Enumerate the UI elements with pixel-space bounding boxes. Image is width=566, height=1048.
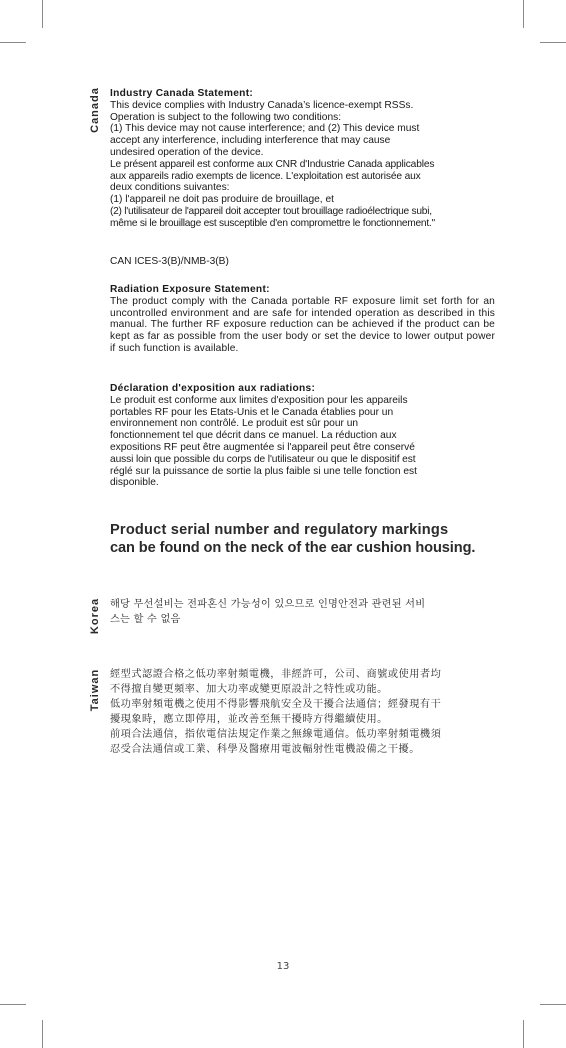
crop-mark-top-right-h bbox=[540, 42, 566, 43]
declaration-line: environnement non contrôlé. Le produit est sûr pour un bbox=[110, 418, 359, 430]
canada-line: Operation is subject to the following two conditions: bbox=[110, 111, 342, 123]
canada-line: (2) l'utilisateur de l'appareil doit accepter tout brouillage radioélectrique subi, bbox=[110, 205, 432, 217]
crop-mark-top-left-h bbox=[0, 42, 26, 43]
crop-mark-bottom-right-h bbox=[540, 1004, 566, 1005]
serial-notice-line: Product serial number and regulatory markings bbox=[110, 522, 449, 538]
declaration-line: fonctionnement tel que décrit dans ce manuel. La réduction aux bbox=[110, 430, 397, 442]
canada-label-text: Canada bbox=[89, 87, 101, 133]
radiation-section bbox=[110, 284, 495, 355]
taiwan-line: 忍受合法通信或工業、科學及醫療用電波輻射性電機設備之干擾。 bbox=[110, 744, 420, 755]
declaration-heading: Déclaration d'exposition aux radiations: bbox=[110, 383, 316, 394]
ices-statement bbox=[110, 256, 495, 268]
canada-line: deux conditions suivantes: bbox=[110, 182, 230, 194]
declaration-line: portables RF pour les Etats-Unis et le Canada établies pour un bbox=[110, 406, 394, 418]
radiation-text: The product comply with the Canada portable RF exposure limit set forth for an uncontrolled environment and are safe for intended operation as described in this manual. The further RF exposure reduction can be achieved if the product can be kept as far as possible from the user body or set the device to lower output power if such function is available. bbox=[110, 295, 495, 354]
canada-line: accept any interference, including interference that may cause bbox=[110, 135, 391, 147]
canada-line: Le présent appareil est conforme aux CNR d'Industrie Canada applicables bbox=[110, 158, 435, 170]
crop-mark-top-left bbox=[42, 0, 43, 28]
crop-mark-bottom-left bbox=[42, 1020, 43, 1048]
canada-side-label bbox=[82, 82, 108, 138]
taiwan-line: 低功率射頻電機之使用不得影響飛航安全及干擾合法通信；經發現有干 bbox=[110, 699, 442, 710]
taiwan-side-label bbox=[82, 665, 108, 715]
declaration-line: expositions RF peut être augmentée si l'appareil peut être conservé bbox=[110, 441, 415, 453]
taiwan-label-text: Taiwan bbox=[89, 668, 102, 712]
radiation-heading: Radiation Exposure Statement: bbox=[110, 284, 270, 295]
canada-line: (1) l'appareil ne doit pas produire de brouillage, et bbox=[110, 194, 334, 206]
crop-mark-top-right bbox=[523, 0, 524, 28]
declaration-line: réglé sur la puissance de sortie la plus faible si une telle fonction est bbox=[110, 465, 417, 477]
taiwan-line: 前項合法通信，指依電信法規定作業之無線電通信。低功率射頻電機須 bbox=[110, 729, 442, 740]
crop-mark-bottom-left-h bbox=[0, 1004, 26, 1005]
taiwan-section bbox=[110, 667, 510, 757]
taiwan-line: 不得擅自變更頻率、加大功率或變更原設計之特性或功能。 bbox=[110, 684, 388, 695]
taiwan-line: 經型式認證合格之低功率射頻電機，非經許可，公司、商號或使用者均 bbox=[110, 669, 442, 680]
korea-section bbox=[110, 597, 510, 627]
canada-line: aux appareils radio exempts de licence. L'exploitation est autorisée aux bbox=[110, 170, 421, 182]
canada-line: This device complies with Industry Canada’s licence-exempt RSSs. bbox=[110, 99, 414, 111]
korea-side-label bbox=[82, 596, 108, 636]
korea-label-text: Korea bbox=[89, 597, 101, 635]
korea-line: 해당 무선설비는 전파혼신 가능성이 있으므로 인명안전과 관련된 서비 bbox=[110, 599, 426, 610]
canada-line: même si le brouillage est susceptible d'en compromettre le fonctionnement." bbox=[110, 217, 435, 229]
serial-notice bbox=[110, 521, 510, 557]
crop-mark-bottom-right bbox=[523, 1020, 524, 1048]
declaration-line: Le produit est conforme aux limites d'exposition pour les appareils bbox=[110, 394, 408, 406]
declaration-line: aussi loin que possible du corps de l'utilisateur ou que le dispositif est bbox=[110, 453, 416, 465]
industry-canada-heading: Industry Canada Statement: bbox=[110, 88, 254, 99]
page-number: 13 bbox=[276, 961, 290, 972]
declaration-line: disponible. bbox=[110, 477, 159, 489]
korea-line: 스는 할 수 없음 bbox=[110, 614, 181, 625]
ices-text: CAN ICES-3(B)/NMB-3(B) bbox=[110, 256, 229, 267]
taiwan-line: 擾現象時，應立即停用，並改善至無干擾時方得繼續使用。 bbox=[110, 714, 388, 725]
canada-line: undesired operation of the device. bbox=[110, 146, 264, 158]
serial-notice-line: can be found on the neck of the ear cushion housing. bbox=[110, 540, 476, 556]
declaration-section bbox=[110, 383, 495, 489]
canada-section bbox=[110, 88, 495, 230]
canada-line: (1) This device may not cause interference; and (2) This device must bbox=[110, 123, 420, 135]
